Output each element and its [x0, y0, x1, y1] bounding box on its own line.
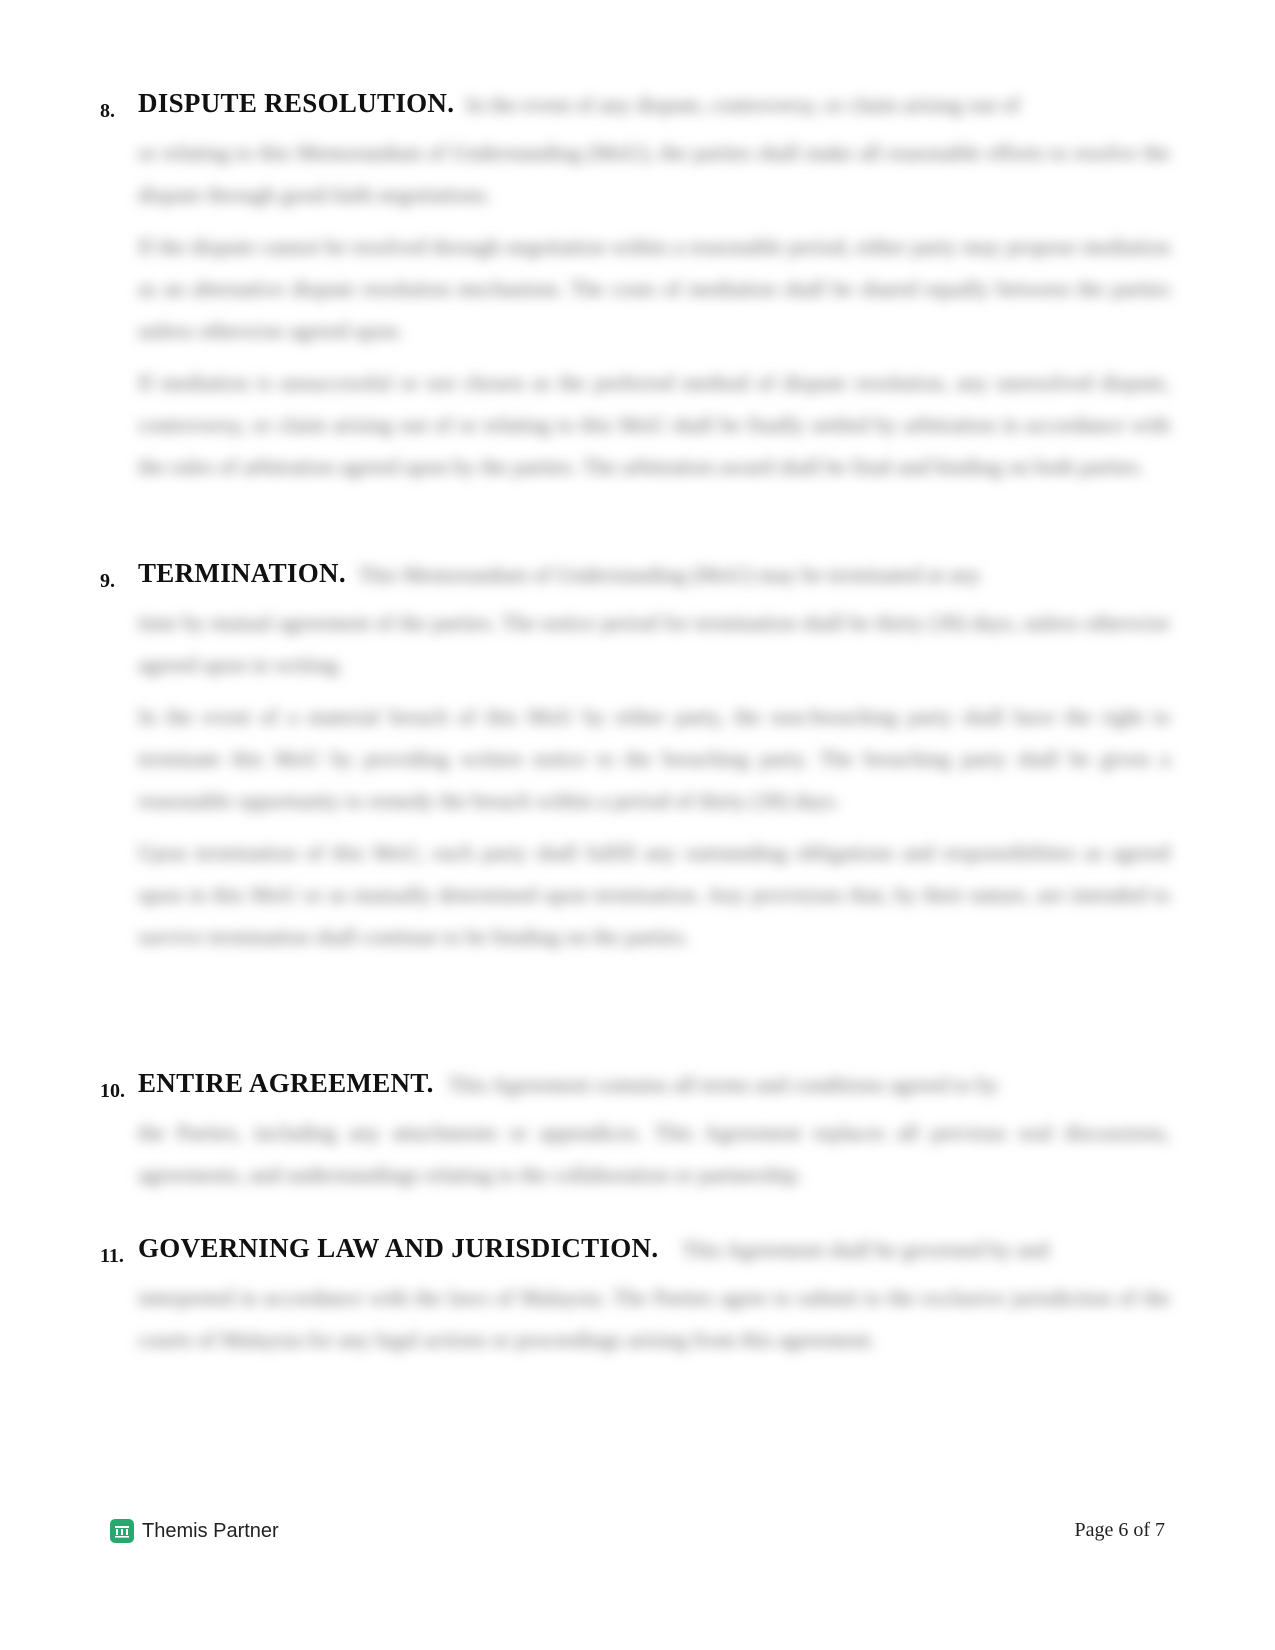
paragraph: If the dispute cannot be resolved through negotiation within a reasonable period, either party may propose mediation as an alternative dispute resolution mechanism. The costs of mediation shall be shared equally between the parties unless otherwise agreed upon.	[138, 234, 1170, 343]
paragraph: time by mutual agreement of the parties. The notice period for termination shall be thirty (30) days, unless otherwise agreed upon in writing.	[138, 610, 1170, 677]
paragraph: If mediation is unsuccessful or not chosen as the preferred method of dispute resolution, any unresolved dispute, controversy, or claim arising out of or relating to this MoU shall be finally settled by arbitration in accordance with the rules of arbitration agreed upon by the parties. The arbitration award shall be final and binding on both parties.	[138, 370, 1170, 479]
section-heading	[100, 558, 1170, 602]
paragraph: Upon termination of this MoU, each party shall fulfill any outstanding obligations and responsibilities as agreed upon in this MoU or as mutually determined upon termination. Any provisions that, by their nature, are intended to survive termination shall continue to be binding on the parties.	[138, 840, 1170, 949]
section-title: TERMINATION.	[138, 558, 346, 588]
section-governing-law	[100, 1233, 1170, 1361]
section-number: 8.	[100, 100, 115, 122]
section-entire-agreement	[100, 1068, 1170, 1196]
section-lead-text: This Memorandum of Understanding (MoU) may be terminated at any	[358, 562, 981, 587]
section-lead-text: This Agreement shall be governed by and	[682, 1237, 1049, 1262]
themis-logo-icon	[110, 1519, 134, 1543]
section-number: 10.	[100, 1080, 125, 1102]
section-number: 11.	[100, 1245, 124, 1267]
page-footer	[110, 1519, 1165, 1551]
page-number: Page 6 of 7	[1074, 1519, 1165, 1541]
section-lead-text: This Agreement contains all terms and conditions agreed to by	[448, 1072, 999, 1097]
section-dispute-resolution	[100, 88, 1170, 488]
section-termination	[100, 558, 1170, 958]
section-lead-text: In the event of any dispute, controversy, or claim arising out of	[466, 92, 1020, 117]
section-heading	[100, 1068, 1170, 1112]
section-heading	[100, 88, 1170, 132]
paragraph: the Parties, including any attachments or appendices. This Agreement replaces all previous oral discussions, agreements, and understandings relating to the collaboration or partnership.	[138, 1120, 1170, 1187]
paragraph: or relating to this Memorandum of Understanding (MoU), the parties shall make all reasonable efforts to resolve the dispute through good-faith negotiations.	[138, 140, 1170, 207]
section-title: ENTIRE AGREEMENT.	[138, 1068, 434, 1098]
section-number: 9.	[100, 570, 115, 592]
brand-name: Themis Partner	[142, 1519, 279, 1542]
section-title: GOVERNING LAW AND JURISDICTION.	[138, 1233, 659, 1263]
paragraph: interpreted in accordance with the laws of Malaysia. The Parties agree to submit to the exclusive jurisdiction of the courts of Malaysia for any legal actions or proceedings arising from this agreement.	[138, 1285, 1170, 1352]
paragraph: In the event of a material breach of this MoU by either party, the non-breaching party shall have the right to terminate this MoU by providing written notice to the breaching party. The breaching party shall be given a reasonable opportunity to remedy the breach within a period of thirty (30) days.	[138, 704, 1170, 813]
section-heading	[100, 1233, 1170, 1277]
section-title: DISPUTE RESOLUTION.	[138, 88, 455, 118]
brand	[110, 1519, 279, 1543]
